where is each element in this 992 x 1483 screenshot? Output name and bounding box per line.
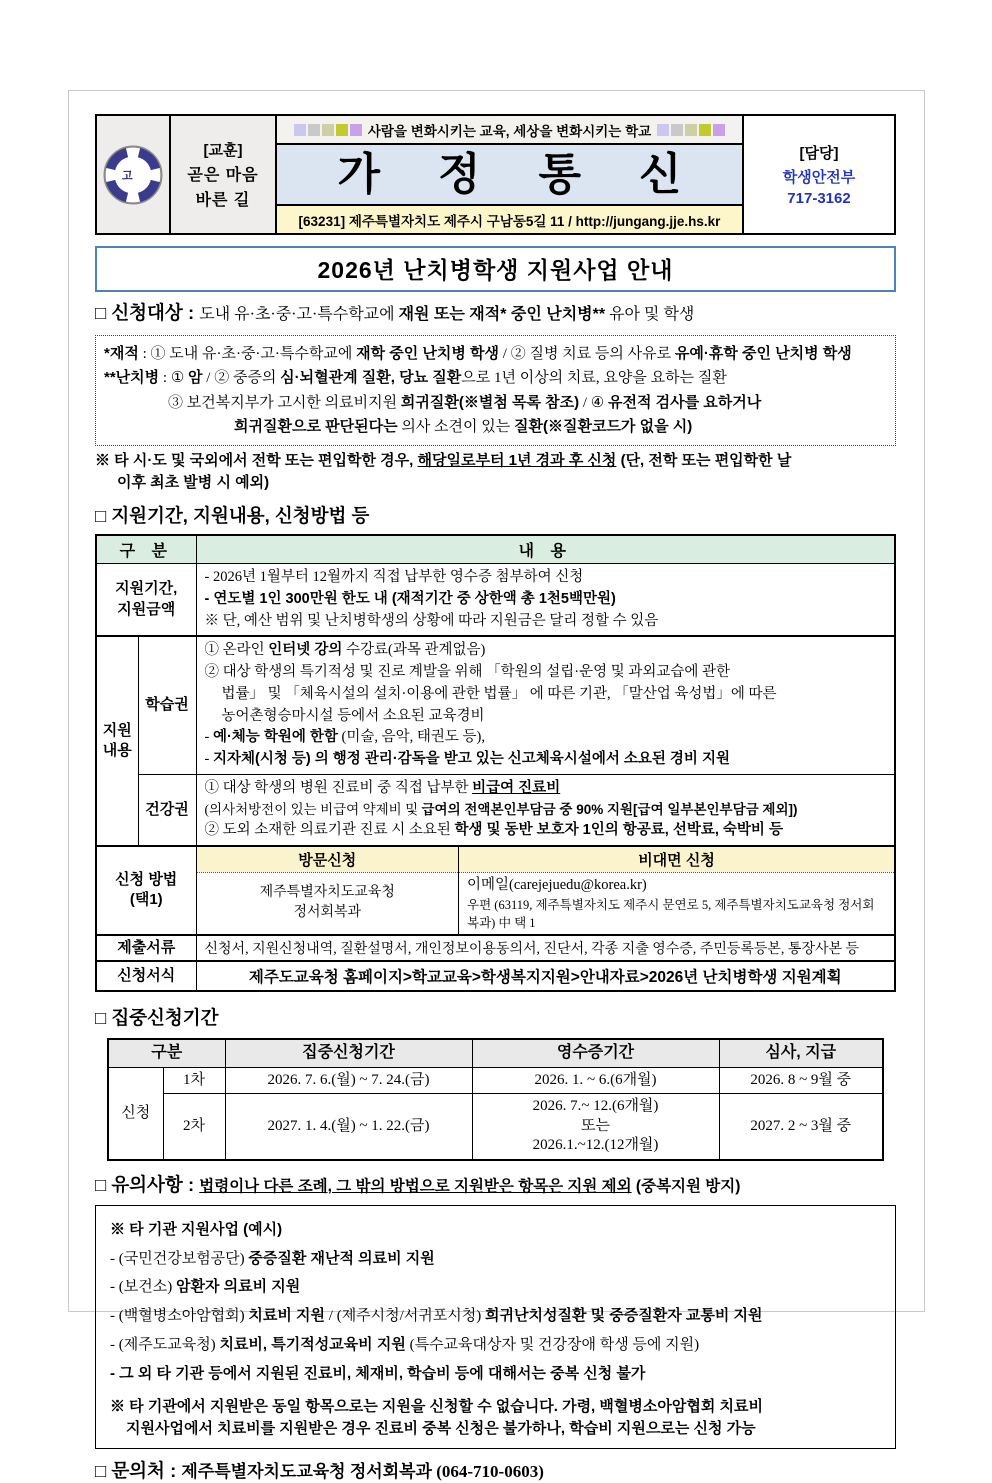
period-content — [196, 564, 895, 637]
svg-text:고: 고 — [121, 169, 133, 182]
support-table — [95, 534, 896, 992]
support-row-apply-method — [96, 846, 895, 935]
round-1-receipt: 2026. 1. ~ 6.(6개월) — [472, 1067, 719, 1094]
docs-value: 신청서, 지원신청내역, 질환설명서, 개인정보이용동의서, 진단서, 각종 지출 영수증, 주민등록등본, 통장사본 등 — [196, 935, 895, 961]
visit-apply-content — [197, 872, 459, 934]
contact-box — [744, 116, 894, 233]
remote-mail: 우편 (63119, 제주특별자치도 제주시 문연로 5, 제주특별자치도교육청 정서회복과) 中 택 1 — [467, 897, 875, 930]
schedule-row-2 — [108, 1094, 883, 1160]
school-emblem-icon — [102, 144, 164, 206]
schedule-header-receipt: 영수증기간 — [472, 1039, 719, 1067]
round-2-apply: 2027. 1. 4.(월) ~ 1. 22.(금) — [225, 1094, 472, 1160]
apply-method-inner-table — [197, 847, 895, 934]
support-row-learning — [96, 636, 895, 774]
inquiry-value: 제주특별자치도교육청 정서회복과 (064-710-0603) — [181, 1462, 544, 1482]
schedule-header-row — [108, 1039, 883, 1067]
contact-department: 학생안전부 — [782, 169, 856, 186]
section-inquiry — [95, 1457, 896, 1483]
schedule-header-category: 구분 — [108, 1039, 225, 1067]
schedule-header-review: 심사, 지급 — [719, 1039, 883, 1067]
visit-line-1: 제주특별자치도교육청 — [259, 884, 395, 900]
remote-email: 이메일(carejejuedu@korea.kr) — [467, 876, 647, 893]
contact-phone: 717-3162 — [787, 190, 851, 207]
apply-target-heading: □ 신청대상 : — [95, 302, 200, 323]
school-logo — [97, 116, 169, 233]
health-label: 건강권 — [138, 774, 196, 845]
schedule-header-apply: 집중신청기간 — [225, 1039, 472, 1067]
school-motto — [169, 116, 275, 233]
apply-method-header-row — [197, 847, 895, 873]
slogan-text: 사람을 변화시키는 교육, 세상을 변화시키는 학교 — [367, 123, 652, 139]
definition-box — [95, 335, 896, 446]
contact-label: [담당] — [799, 145, 839, 162]
support-row-docs — [96, 935, 895, 961]
transfer-note — [95, 450, 896, 494]
motto-line-1: 곧은 마음 — [187, 167, 259, 184]
apply-method-content — [196, 846, 895, 935]
banner-center — [275, 116, 744, 233]
period-line-3: ※ 단, 예산 범위 및 난치병학생의 상황에 따라 지원금은 달리 정할 수 있음 — [204, 612, 659, 629]
round-1-label: 1차 — [163, 1067, 225, 1094]
motto-label: [교훈] — [203, 142, 243, 159]
agency-item-2: - (보건소) 암환자 의료비 지원 — [110, 1278, 301, 1296]
learning-line-3: 법률」 및 「체육시설의 설치·이용에 관한 법률」 에 따른 기관, 「말산업 육성법」에 따른 — [221, 685, 777, 702]
learning-line-1: ① 온라인 인터넷 강의 수강료(과목 관계없음) — [204, 642, 486, 659]
transfer-note-line-1: ※ 타 시·도 및 국외에서 전학 또는 편입학한 경우, 해당일로부터 1년 경과 후 신청 (단, 전학 또는 편입학한 날 — [95, 452, 792, 469]
schedule-table — [107, 1038, 884, 1161]
round-2-label: 2차 — [163, 1094, 225, 1160]
health-line-2: (의사처방전이 있는 비급여 약제비 및 급여의 전액본인부담금 중 90% 지원[급여 일부본인부담금 제외]) — [204, 801, 798, 817]
apply-method-label: 신청 방법 (택1) — [96, 846, 196, 935]
transfer-note-line-2: 이후 최초 발병 시 예외) — [117, 474, 270, 491]
caution-text: 법령이나 다른 조례, 그 밖의 방법으로 지원받은 항목은 지원 제외 (중복지원 방지) — [199, 1177, 741, 1195]
round-2-receipt: 2026. 7.~ 12.(6개월) 또는 2026.1.~12.(12개월) — [472, 1094, 719, 1160]
form-label: 신청서식 — [96, 961, 196, 991]
school-slogan — [277, 116, 742, 143]
definition-line-2: **난치병 : ① 암 / ② 중증의 심·뇌혈관계 질환, 당뇨 질환으로 1년 이상의 치료, 요양을 요하는 질환 — [104, 369, 727, 387]
support-header-category: 구 분 — [96, 535, 196, 564]
period-label: 지원기간, 지원금액 — [96, 564, 196, 637]
definition-line-4: 희귀질환으로 판단된다는 의사 소견이 있는 질환(※질환코드가 없을 시) — [234, 417, 693, 435]
newsletter-title: 가정통신 — [277, 143, 742, 206]
round-2-review: 2027. 2 ~ 3월 중 — [719, 1094, 883, 1160]
definition-line-1: *재적 : ① 도내 유·초·중·고·특수학교에 재학 중인 난치병 학생 / ② 질병 치료 등의 사유로 유예·휴학 중인 난치병 학생 — [104, 345, 852, 362]
other-agency-box — [95, 1205, 896, 1450]
learning-line-5: - 예·체능 학원에 한함 (미술, 음악, 태권도 등), — [204, 729, 486, 746]
schedule-row-1 — [108, 1067, 883, 1094]
section-support-heading: □ 지원기간, 지원내용, 신청방법 등 — [95, 505, 370, 526]
content-outer-label: 지원 내용 — [96, 636, 138, 845]
agency-item-5: - 그 외 타 기관 등에서 지원된 진료비, 체재비, 학습비 등에 대해서는 중복 신청 불가 — [110, 1364, 646, 1382]
learning-label: 학습권 — [138, 636, 196, 774]
remote-apply-header: 비대면 신청 — [459, 847, 895, 873]
learning-line-6: - 지자체(시청 등) 의 행정 관리·감독을 받고 있는 신고체육시설에서 소요된 경비 지원 — [204, 751, 730, 767]
round-1-apply: 2026. 7. 6.(월) ~ 7. 24.(금) — [225, 1067, 472, 1094]
learning-content — [196, 636, 895, 774]
apply-target-text: 도내 유·초·중·고·특수학교에 재원 또는 재적* 중인 난치병** 유아 및 학생 — [199, 306, 695, 323]
support-row-health — [96, 774, 895, 845]
agency-item-4: - (제주도교육청) 치료비, 특기적성교육비 지원 (특수교육대상자 및 건강장애 학생 등에 지원) — [110, 1335, 700, 1353]
school-address: [63231] 제주특별자치도 제주시 구남동5길 11 / http://jungang.jje.hs.kr — [277, 206, 742, 233]
health-content — [196, 774, 895, 845]
newsletter-page — [95, 114, 896, 1483]
inquiry-heading: □ 문의처 : — [95, 1460, 182, 1482]
learning-line-2: ② 대상 학생의 특기적성 및 진로 계발을 위해 「학원의 설립·운영 및 과외교습에 관한 — [204, 664, 731, 680]
visit-line-2: 정서회복과 — [293, 905, 362, 921]
health-line-1: ① 대상 학생의 병원 진료비 중 직접 납부한 비급여 진료비 — [204, 779, 561, 796]
support-header-content: 내 용 — [196, 535, 895, 564]
remote-apply-content — [459, 872, 895, 934]
agency-item-1: - (국민건강보험공단) 중증질환 재난적 의료비 지원 — [110, 1249, 435, 1267]
motto-line-2: 바른 길 — [195, 192, 251, 209]
round-1-review: 2026. 8 ~ 9월 중 — [719, 1067, 883, 1094]
section-apply-target — [95, 299, 896, 325]
support-table-header-row — [96, 535, 895, 564]
decor-squares-right — [657, 124, 725, 136]
definition-line-3: ③ 보건복지부가 고시한 의료비지원 희귀질환(※별첨 목록 참조) / ④ 유전적 검사를 요하거나 — [168, 393, 762, 411]
health-line-3: ② 도외 소재한 의료기관 진료 시 소요된 학생 및 동반 보호자 1인의 항공료, 선박료, 숙박비 등 — [204, 821, 783, 838]
caution-heading: □ 유의사항 : — [95, 1173, 200, 1195]
agency-star-line-2: 지원사업에서 치료비를 지원받은 경우 진료비 중복 신청은 불가하나, 학습비 지원으로는 신청 가능 — [126, 1420, 756, 1438]
agency-item-3: - (백혈병소아암협회) 치료비 지원 / (제주시청/서귀포시청) 희귀난치성질환 및 중증질환자 교통비 지원 — [110, 1307, 763, 1325]
agency-title: ※ 타 기관 지원사업 (예시) — [110, 1220, 283, 1238]
period-line-2: - 연도별 1인 300만원 한도 내 (재적기간 중 상한액 총 1천5백만원) — [204, 590, 616, 607]
section-schedule-heading: □ 집중신청기간 — [95, 1007, 219, 1029]
decor-squares-left — [294, 124, 362, 136]
newsletter-header — [95, 114, 896, 235]
support-row-form — [96, 961, 895, 991]
support-row-period — [96, 564, 895, 637]
schedule-group-label: 신청 — [108, 1067, 163, 1160]
learning-line-4: 농어촌형승마시설 등에서 소요된 교육경비 — [221, 707, 485, 724]
visit-apply-header: 방문신청 — [197, 847, 459, 873]
period-line-1: - 2026년 1월부터 12월까지 직접 납부한 영수증 첨부하여 신청 — [204, 569, 584, 585]
document-title: 2026년 난치병학생 지원사업 안내 — [95, 246, 896, 292]
section-caution — [95, 1171, 896, 1197]
form-value: 제주도교육청 홈페이지>학교교육>학생복지지원>안내자료>2026년 난치병학생 지원계획 — [196, 961, 895, 991]
docs-label: 제출서류 — [96, 935, 196, 961]
agency-star-line-1: ※ 타 기관에서 지원받은 동일 항목으로는 지원을 신청할 수 없습니다. 가령, 백혈병소아암협회 치료비 — [110, 1398, 763, 1416]
apply-method-body-row — [197, 872, 895, 934]
